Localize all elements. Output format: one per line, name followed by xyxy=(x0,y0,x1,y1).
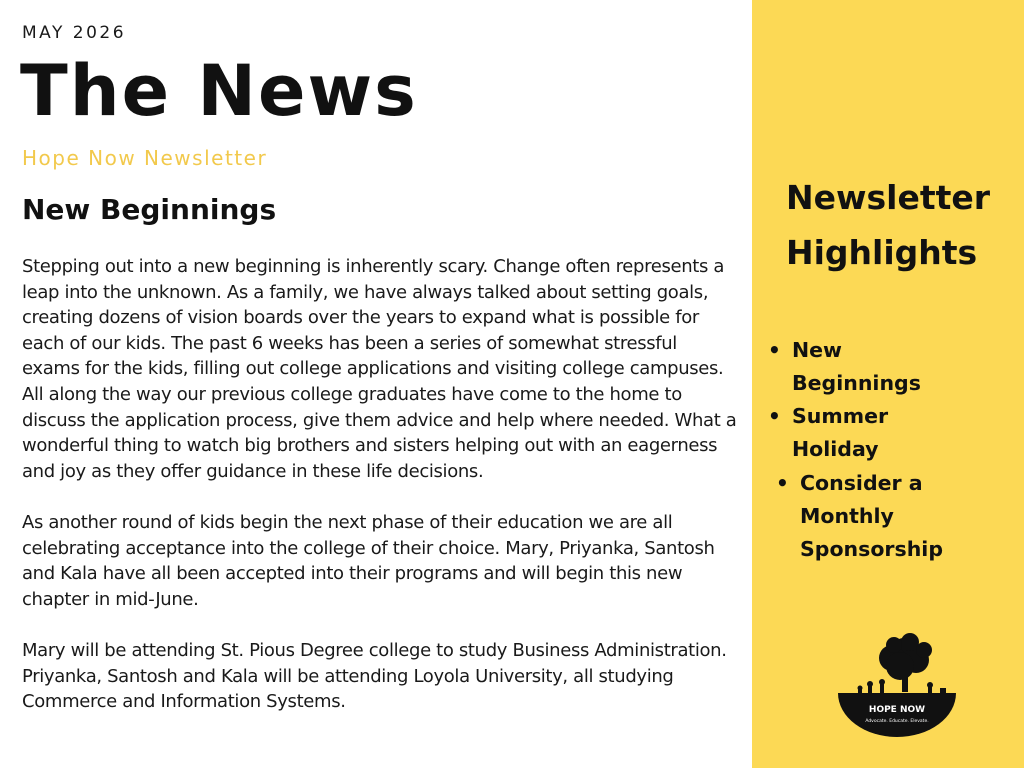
article-paragraph: Stepping out into a new beginning is inherently scary. Change often represents a leap into the unknown. As a family, we have always talked about setting goals, creating dozens of vision boards over the years to expand what is possible for each of our kids. The past 6 weeks has been a series of somewhat stressful exams for the kids, filling out college applications and visiting college campuses. All along the way our previous college graduates have come to the home to discuss the application process, give them advice and help where needed. What a wonderful thing to watch big brothers and sisters helping out with an eagerness and joy as they offer guidance in these life decisions. xyxy=(22,256,737,482)
highlights-heading xyxy=(786,170,990,280)
highlights-heading-line2: Highlights xyxy=(786,233,978,272)
bullet-icon: • xyxy=(768,404,781,428)
page-title: The News xyxy=(20,50,418,132)
highlight-item-new-beginnings xyxy=(768,334,921,400)
article-paragraph: Mary will be attending St. Pious Degree college to study Business Administration. Priyanka, Santosh and Kala will be attending Loyola University, all studying Commerce and Information Systems. xyxy=(22,639,727,713)
article-heading: New Beginnings xyxy=(22,193,277,226)
highlight-item-label: Summer Holiday xyxy=(792,404,889,461)
newsletter-subtitle: Hope Now Newsletter xyxy=(22,146,268,170)
hope-now-logo xyxy=(836,628,958,740)
article-paragraph: As another round of kids begin the next phase of their education we are all celebrating acceptance into the college of their choice. Mary, Priyanka, Santosh and Kala have all been accepted into their programs and will begin this new chapter in mid-June. xyxy=(22,511,715,610)
issue-date: MAY 2026 xyxy=(22,23,127,43)
tree-icon xyxy=(858,633,947,694)
article-body xyxy=(22,254,738,740)
highlight-item-label: New Beginnings xyxy=(792,338,921,395)
highlights-heading-line1: Newsletter xyxy=(786,178,991,217)
logo-name: HOPE NOW xyxy=(868,705,926,715)
bullet-icon: • xyxy=(776,471,789,495)
logo-tagline: Advocate. Educate. Elevate. xyxy=(865,719,929,724)
bullet-icon: • xyxy=(768,338,781,362)
highlight-item-label: Consider a Monthly Sponsorship xyxy=(800,471,944,561)
highlight-item-summer-holiday xyxy=(768,400,889,466)
highlight-item-monthly-sponsorship xyxy=(776,467,1000,566)
